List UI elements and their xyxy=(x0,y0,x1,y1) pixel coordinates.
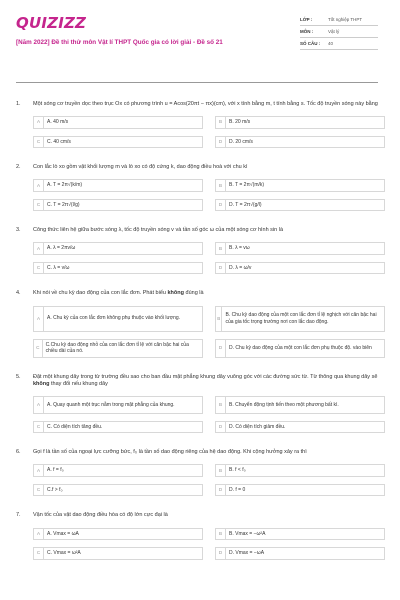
question-text: Công thức liên hệ giữa bước sóng λ, tốc độ truyền sóng v và tần số góc ω của một sóng cơ hình sin là xyxy=(33,227,284,234)
meta-key: LỚP : xyxy=(300,16,313,22)
option-text: D. T = 2π√(g/l) xyxy=(229,201,262,208)
question-number: 2. xyxy=(16,164,21,171)
option-a[interactable] xyxy=(33,306,203,332)
question-text: Vận tốc của vật dao động điều hòa có độ lớn cực đại là xyxy=(33,512,168,519)
question-text-bold: không xyxy=(33,380,50,387)
option-text: D. Vmax = −ωA xyxy=(229,550,265,557)
options xyxy=(33,528,378,560)
option-b[interactable] xyxy=(215,528,385,541)
options xyxy=(33,242,378,274)
option-text: A. 40 m/s xyxy=(47,119,69,126)
options xyxy=(33,179,378,211)
question-2 xyxy=(16,164,378,211)
option-letter: B xyxy=(216,243,226,254)
option-text: C. 40 cm/s xyxy=(47,138,71,145)
option-text: A. Vmax = ωA xyxy=(47,530,79,537)
question-7 xyxy=(16,512,378,559)
option-text: C. λ = v/ω xyxy=(47,264,70,271)
option-text: D. f = 0 xyxy=(229,486,246,493)
option-letter: A xyxy=(34,397,44,413)
meta-row-count xyxy=(300,38,378,50)
meta-row-subject xyxy=(300,26,378,38)
option-b[interactable] xyxy=(215,306,385,332)
question-number: 1. xyxy=(16,101,21,107)
question-text-pre: Đặt một khung dây trong từ trường đều sao cho ban đầu mặt phẳng khung dây vuông góc với các đường sức từ. Từ thông qua khung dây sẽ xyxy=(33,373,378,380)
option-c[interactable] xyxy=(33,136,203,149)
option-letter: B xyxy=(216,397,226,413)
question-text-post: đúng là xyxy=(183,290,204,297)
question-text-post: thay đổi nếu khung dây xyxy=(49,380,108,387)
options xyxy=(33,464,378,496)
question-6 xyxy=(16,449,378,496)
option-text: A. f = f₀ xyxy=(47,467,64,474)
option-text: B. T = 2π√(m/k) xyxy=(229,182,265,189)
question-4 xyxy=(16,290,378,357)
meta-row-class xyxy=(300,14,378,26)
meta-value: 40 xyxy=(328,40,334,46)
option-c[interactable] xyxy=(33,547,203,560)
question-number: 4. xyxy=(16,290,21,297)
option-letter: C xyxy=(34,200,44,211)
option-text: D. Có diện tích giảm đều. xyxy=(229,423,286,430)
option-c[interactable] xyxy=(33,339,203,358)
meta-table xyxy=(300,14,378,50)
option-text: A. Chu kỳ của con lắc đơn không phụ thuộc vào khối lượng. xyxy=(47,315,181,322)
option-letter: B xyxy=(216,465,226,476)
option-letter: C xyxy=(34,137,44,148)
option-text: C.f > f₀ xyxy=(47,486,63,493)
option-a[interactable] xyxy=(33,242,203,255)
option-c[interactable] xyxy=(33,421,203,434)
quizizz-logo: QUIZIZZ xyxy=(16,14,87,32)
option-letter: A xyxy=(34,117,44,128)
option-c[interactable] xyxy=(33,199,203,212)
meta-key: SỐ CÂU : xyxy=(300,40,321,46)
meta-value: Tốt nghiệp THPT xyxy=(328,16,363,22)
option-text: B. f < f₀ xyxy=(229,467,246,474)
option-a[interactable] xyxy=(33,396,203,414)
option-letter: D xyxy=(216,485,226,496)
options xyxy=(33,306,378,358)
question-1 xyxy=(16,101,378,148)
option-letter: D xyxy=(216,200,226,211)
option-letter: B xyxy=(216,117,226,128)
option-letter: C xyxy=(34,548,44,559)
option-text: D. 20 cm/s xyxy=(229,138,253,145)
option-text: B. Chuyển động tịnh tiến theo một phương bất kì. xyxy=(229,401,339,408)
option-d[interactable] xyxy=(215,339,385,358)
option-letter: C xyxy=(34,422,44,433)
option-letter: A xyxy=(34,180,44,191)
option-letter: B xyxy=(216,180,226,191)
options xyxy=(33,396,378,434)
option-text: C.Chu kỳ dao động nhỏ của con lắc đơn tỉ lệ với căn bậc hai của chiều dài của nó. xyxy=(45,341,189,355)
option-text: A. λ = 2πv/ω xyxy=(47,245,76,252)
question-text xyxy=(33,290,378,297)
option-text: C. T = 2π√(l/g) xyxy=(47,201,80,208)
option-text: B. Chu kỳ dao động của một con lắc đơn tỉ lệ nghịch với căn bậc hai của gia tốc trọng trường nơi con lắc dao động. xyxy=(225,312,377,325)
option-letter: D xyxy=(216,137,226,148)
worksheet-header xyxy=(16,14,378,74)
option-d[interactable] xyxy=(215,484,385,497)
question-number: 6. xyxy=(16,449,21,456)
option-d[interactable] xyxy=(215,421,385,434)
question-number: 7. xyxy=(16,512,21,519)
option-letter: D xyxy=(216,548,226,559)
option-a[interactable] xyxy=(33,528,203,541)
option-d[interactable] xyxy=(215,262,385,275)
options xyxy=(33,116,378,148)
option-d[interactable] xyxy=(215,199,385,212)
option-letter: D xyxy=(216,340,226,357)
option-b[interactable] xyxy=(215,242,385,255)
worksheet-title: [Năm 2022] Đề thi thử môn Vật lí THPT Quốc gia có lời giải - Đề số 21 xyxy=(16,38,223,46)
option-letter: A xyxy=(34,307,44,331)
question-text: Gọi f là tần số của ngoại lực cưỡng bức, f₀ là tần số dao động riêng của hệ dao động. Khi cộng hưởng xảy ra thì xyxy=(33,449,307,456)
question-text-pre: Khi nói về chu kỳ dao động của con lắc đơn. Phát biểu xyxy=(33,290,168,297)
option-letter: D xyxy=(216,422,226,433)
option-letter: C xyxy=(34,340,43,357)
option-b[interactable] xyxy=(215,179,385,192)
option-text: B. 20 m/s xyxy=(229,119,251,126)
option-d[interactable] xyxy=(215,136,385,149)
question-number: 5. xyxy=(16,373,21,380)
option-d[interactable] xyxy=(215,547,385,560)
question-text: Một sóng cơ truyền dọc theo trục Ox có phương trình u = Acos(20πt − πx)(cm), với x tính bằng m, t tính bằng s. Tốc độ truyền sóng này bằng xyxy=(33,101,378,107)
option-b[interactable] xyxy=(215,464,385,477)
option-letter: A xyxy=(34,465,44,476)
option-letter: C xyxy=(34,485,44,496)
option-a[interactable] xyxy=(33,464,203,477)
option-letter: B xyxy=(216,529,226,540)
option-text: A. Quay quanh một trục nằm trong mặt phẳng của khung. xyxy=(47,401,175,408)
question-3 xyxy=(16,227,378,274)
option-text: D. Chu kỳ dao động của một con lắc đơn phụ thuộc độ. vào biên xyxy=(229,344,372,351)
question-text: Con lắc lò xo gồm vật khối lượng m và lò xo có độ cứng k, dao động điều hoà với chu kì xyxy=(33,164,248,171)
option-letter: C xyxy=(34,263,44,274)
option-letter: B xyxy=(216,307,222,331)
option-text: B. Vmax = −ω²A xyxy=(229,530,266,537)
option-a[interactable] xyxy=(33,116,203,129)
option-c[interactable] xyxy=(33,484,203,497)
question-text xyxy=(33,374,378,388)
option-a[interactable] xyxy=(33,179,203,192)
option-text: C. Có diện tích tăng đều. xyxy=(47,423,103,430)
question-text-bold: không xyxy=(167,290,184,297)
option-letter: D xyxy=(216,263,226,274)
meta-value: Vật lý xyxy=(328,28,340,34)
option-letter: A xyxy=(34,529,44,540)
option-b[interactable] xyxy=(215,396,385,414)
option-text: D. λ = ω/v xyxy=(229,264,252,271)
option-text: B. λ = vω xyxy=(229,245,250,252)
option-text: C. Vmax = ω²A xyxy=(47,550,81,557)
header-divider xyxy=(16,82,378,83)
option-text: A. T = 2π√(k/m) xyxy=(47,182,83,189)
option-letter: A xyxy=(34,243,44,254)
question-number: 3. xyxy=(16,227,21,234)
option-c[interactable] xyxy=(33,262,203,275)
option-b[interactable] xyxy=(215,116,385,129)
meta-key: MÔN : xyxy=(300,28,314,34)
question-5 xyxy=(16,374,378,434)
